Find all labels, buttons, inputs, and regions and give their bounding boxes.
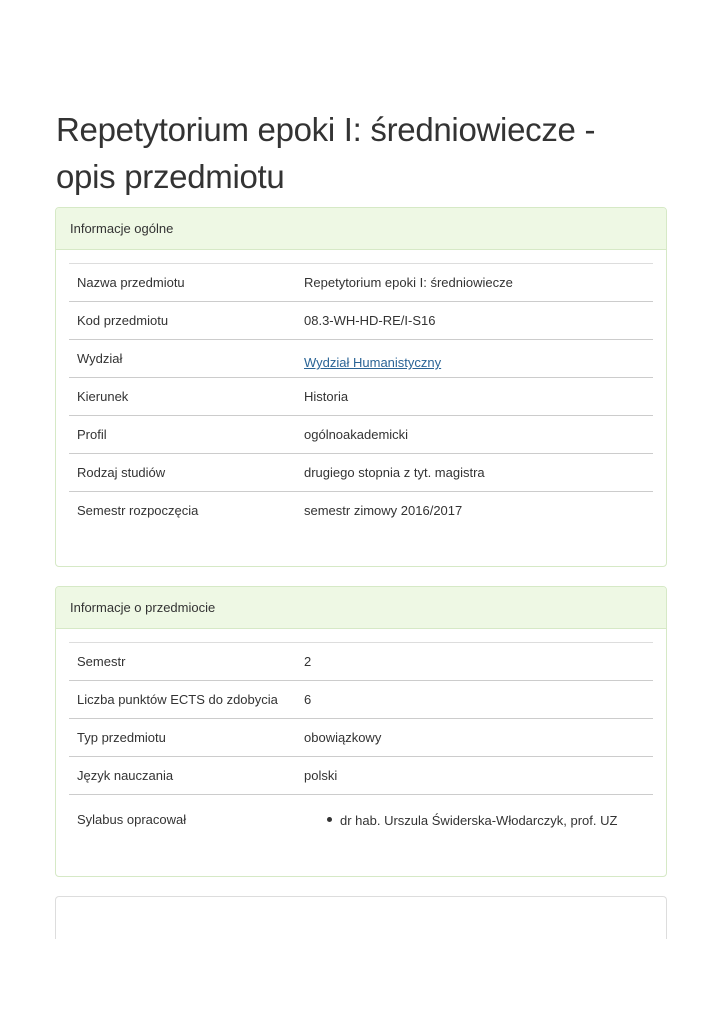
table-row: [69, 681, 653, 719]
row-label: Profil: [69, 416, 296, 454]
table-row: [69, 416, 653, 454]
table-row: [69, 719, 653, 757]
table-row: [69, 302, 653, 340]
row-value: 6: [296, 681, 653, 719]
row-label: Kierunek: [69, 378, 296, 416]
general-info-table: [69, 263, 653, 530]
row-value: Repetytorium epoki I: średniowiecze: [296, 264, 653, 302]
table-row: [69, 454, 653, 492]
row-label: Rodzaj studiów: [69, 454, 296, 492]
row-label: Wydział: [69, 340, 296, 378]
row-label: Język nauczania: [69, 757, 296, 795]
row-label: Semestr: [69, 643, 296, 681]
subject-info-table: [69, 642, 653, 833]
row-value: [296, 340, 653, 378]
table-row: [69, 795, 653, 833]
table-row: [69, 757, 653, 795]
next-panel: [55, 896, 667, 939]
row-label: Nazwa przedmiotu: [69, 264, 296, 302]
row-label: Semestr rozpoczęcia: [69, 492, 296, 530]
table-row: [69, 264, 653, 302]
row-label: Kod przedmiotu: [69, 302, 296, 340]
subject-info-heading: Informacje o przedmiocie: [56, 587, 666, 629]
row-value: [296, 795, 653, 833]
subject-info-panel: [55, 586, 667, 877]
row-value: ogólnoakademicki: [296, 416, 653, 454]
general-info-panel: [55, 207, 667, 567]
faculty-link[interactable]: Wydział Humanistyczny: [304, 355, 442, 370]
row-label: Sylabus opracował: [69, 795, 296, 833]
general-info-heading: Informacje ogólne: [56, 208, 666, 250]
row-value: drugiego stopnia z tyt. magistra: [296, 454, 653, 492]
table-row: [69, 492, 653, 530]
table-row: [69, 378, 653, 416]
row-value: Historia: [296, 378, 653, 416]
page-title: Repetytorium epoki I: średniowiecze - opis przedmiotu: [56, 111, 596, 195]
table-row: [69, 643, 653, 681]
table-row: [69, 340, 653, 378]
row-label: Typ przedmiotu: [69, 719, 296, 757]
row-value: polski: [296, 757, 653, 795]
row-value: 08.3-WH-HD-RE/I-S16: [296, 302, 653, 340]
list-item: dr hab. Urszula Świderska-Włodarczyk, prof. UZ: [330, 813, 645, 828]
authors-list: [304, 813, 645, 828]
row-label: Liczba punktów ECTS do zdobycia: [69, 681, 296, 719]
row-value: semestr zimowy 2016/2017: [296, 492, 653, 530]
row-value: obowiązkowy: [296, 719, 653, 757]
row-value: 2: [296, 643, 653, 681]
